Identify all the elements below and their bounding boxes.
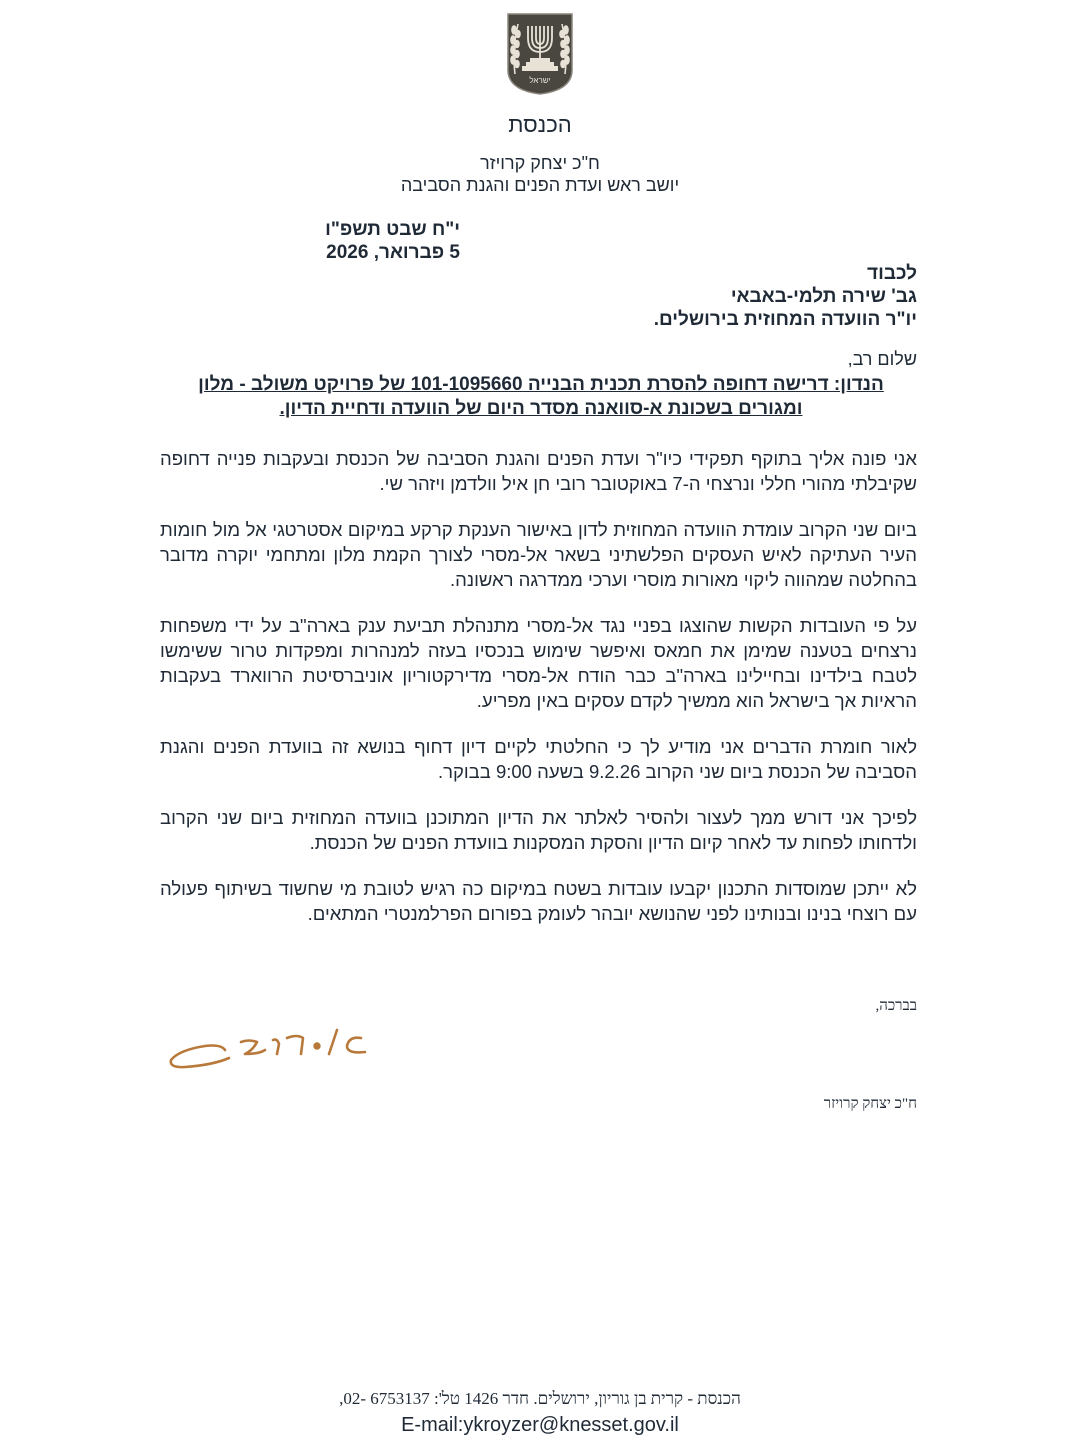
letter-body — [160, 446, 917, 947]
subject-line — [170, 373, 912, 421]
body-paragraph: לא ייתכן שמוסדות התכנון יקבעו עובדות בשטח במיקום כה רגיש לטובת מי שחשוד בשיתוף פעולה עם רוצחי בנינו ובנותינו לפני שהנושא יובהר לעומק בפורום הפרלמנטרי המתאים. — [160, 878, 917, 924]
body-paragraph: לאור חומרת הדברים אני מודיע לך כי החלטתי לקיים דיון דחוף בנושא זה בוועדת הפנים והגנת הסביבה של הכנסת ביום שני הקרוב 9.2.26 בשעה 9:00 בבוקר. — [160, 736, 917, 782]
hebrew-date: י"ח שבט תשפ"ו — [325, 219, 460, 240]
body-paragraph: לפיכך אני דורש ממך לעצור ולהסיר לאלתר את הדיון המתוכנן בוועדה המחוזית ביום שני הקרוב ולדחותו לפחות עד לאחר קיום הדיון והסקת המסקנות בוועדת הפנים של הכנסת. — [160, 807, 917, 853]
signer-name: ח"כ יצחק קרויזר — [823, 1096, 917, 1112]
footer-address: הכנסת - קרית בן גוריון, ירושלים. חדר 1426 טל': 6753137 -02, — [339, 1389, 741, 1408]
emblem-text: ישראל — [529, 76, 551, 85]
sender-name: ח"כ יצחק קרויזר — [480, 153, 600, 173]
addressee-title: יו"ר הוועדה המחוזית בירושלים. — [653, 309, 917, 330]
subject-line-2: ומגורים בשכונת א-סוואנה מסדר היום של הוועדה ודחיית הדיון. — [279, 398, 803, 419]
footer-email[interactable]: E-mail:ykroyzer@knesset.gov.il — [401, 1414, 679, 1436]
closing-text: בברכה, — [875, 998, 917, 1014]
body-paragraph: אני פונה אליך בתוקף תפקידי כיו"ר ועדת הפנים והגנת הסביבה של הכנסת ובעקבות פנייה דחופה שקיבלתי מהורי חללי ונרצחי ה-7 באוקטובר רובי חן איל וולדמן ויזהר שי. — [160, 448, 917, 494]
addressee-name: גב' שירה תלמי-באבאי — [730, 286, 917, 307]
handwritten-signature-icon — [165, 1020, 375, 1075]
addressee-block — [654, 262, 917, 331]
greeting: שלום רב, — [847, 349, 917, 369]
gregorian-date: 5 פברואר, 2026 — [326, 242, 460, 263]
sender-role: יושב ראש ועדת הפנים והגנת הסביבה — [400, 175, 680, 195]
addressee-salutation: לכבוד — [867, 263, 917, 284]
date-block — [160, 218, 460, 264]
body-paragraph: ביום שני הקרוב עומדת הוועדה המחוזית לדון באישור הענקת קרקע במיקום אסטרטגי אל מול חומות העיר העתיקה לאיש העסקים הפלשתיני בשאר אל-מסרי לצורך הקמת מלון ומתחמי יוקרה מדובר בהחלטה שמהווה ליקוי מאורות מוסרי וערכי ממדרגה ראשונה. — [160, 519, 917, 590]
body-paragraph: על פי העובדות הקשות שהוצגו בפניי נגד אל-מסרי מתנהלת תביעת ענק בארה"ב על ידי משפחות נרצחים בטענה שמימן את חמאס ואיפשר שימוש בנכסיו בעזה למנהרות ומפקדות טרור ששימשו לטבח בילדינו ובחיילינו בארה"ב כבר הודח אל-מסרי מדירקטוריון אוניברסיטת הרווארד בעקבות הראיות אך בישראל הוא ממשיך לקדם עסקים באין מפריע. — [160, 615, 917, 711]
organization-name: הכנסת — [508, 112, 572, 137]
subject-line-1: הנדון: דרישה דחופה להסרת תכנית הבנייה 101-1095660 של פרויקט משולב - מלון — [198, 374, 884, 395]
state-of-israel-emblem-icon — [506, 12, 574, 96]
